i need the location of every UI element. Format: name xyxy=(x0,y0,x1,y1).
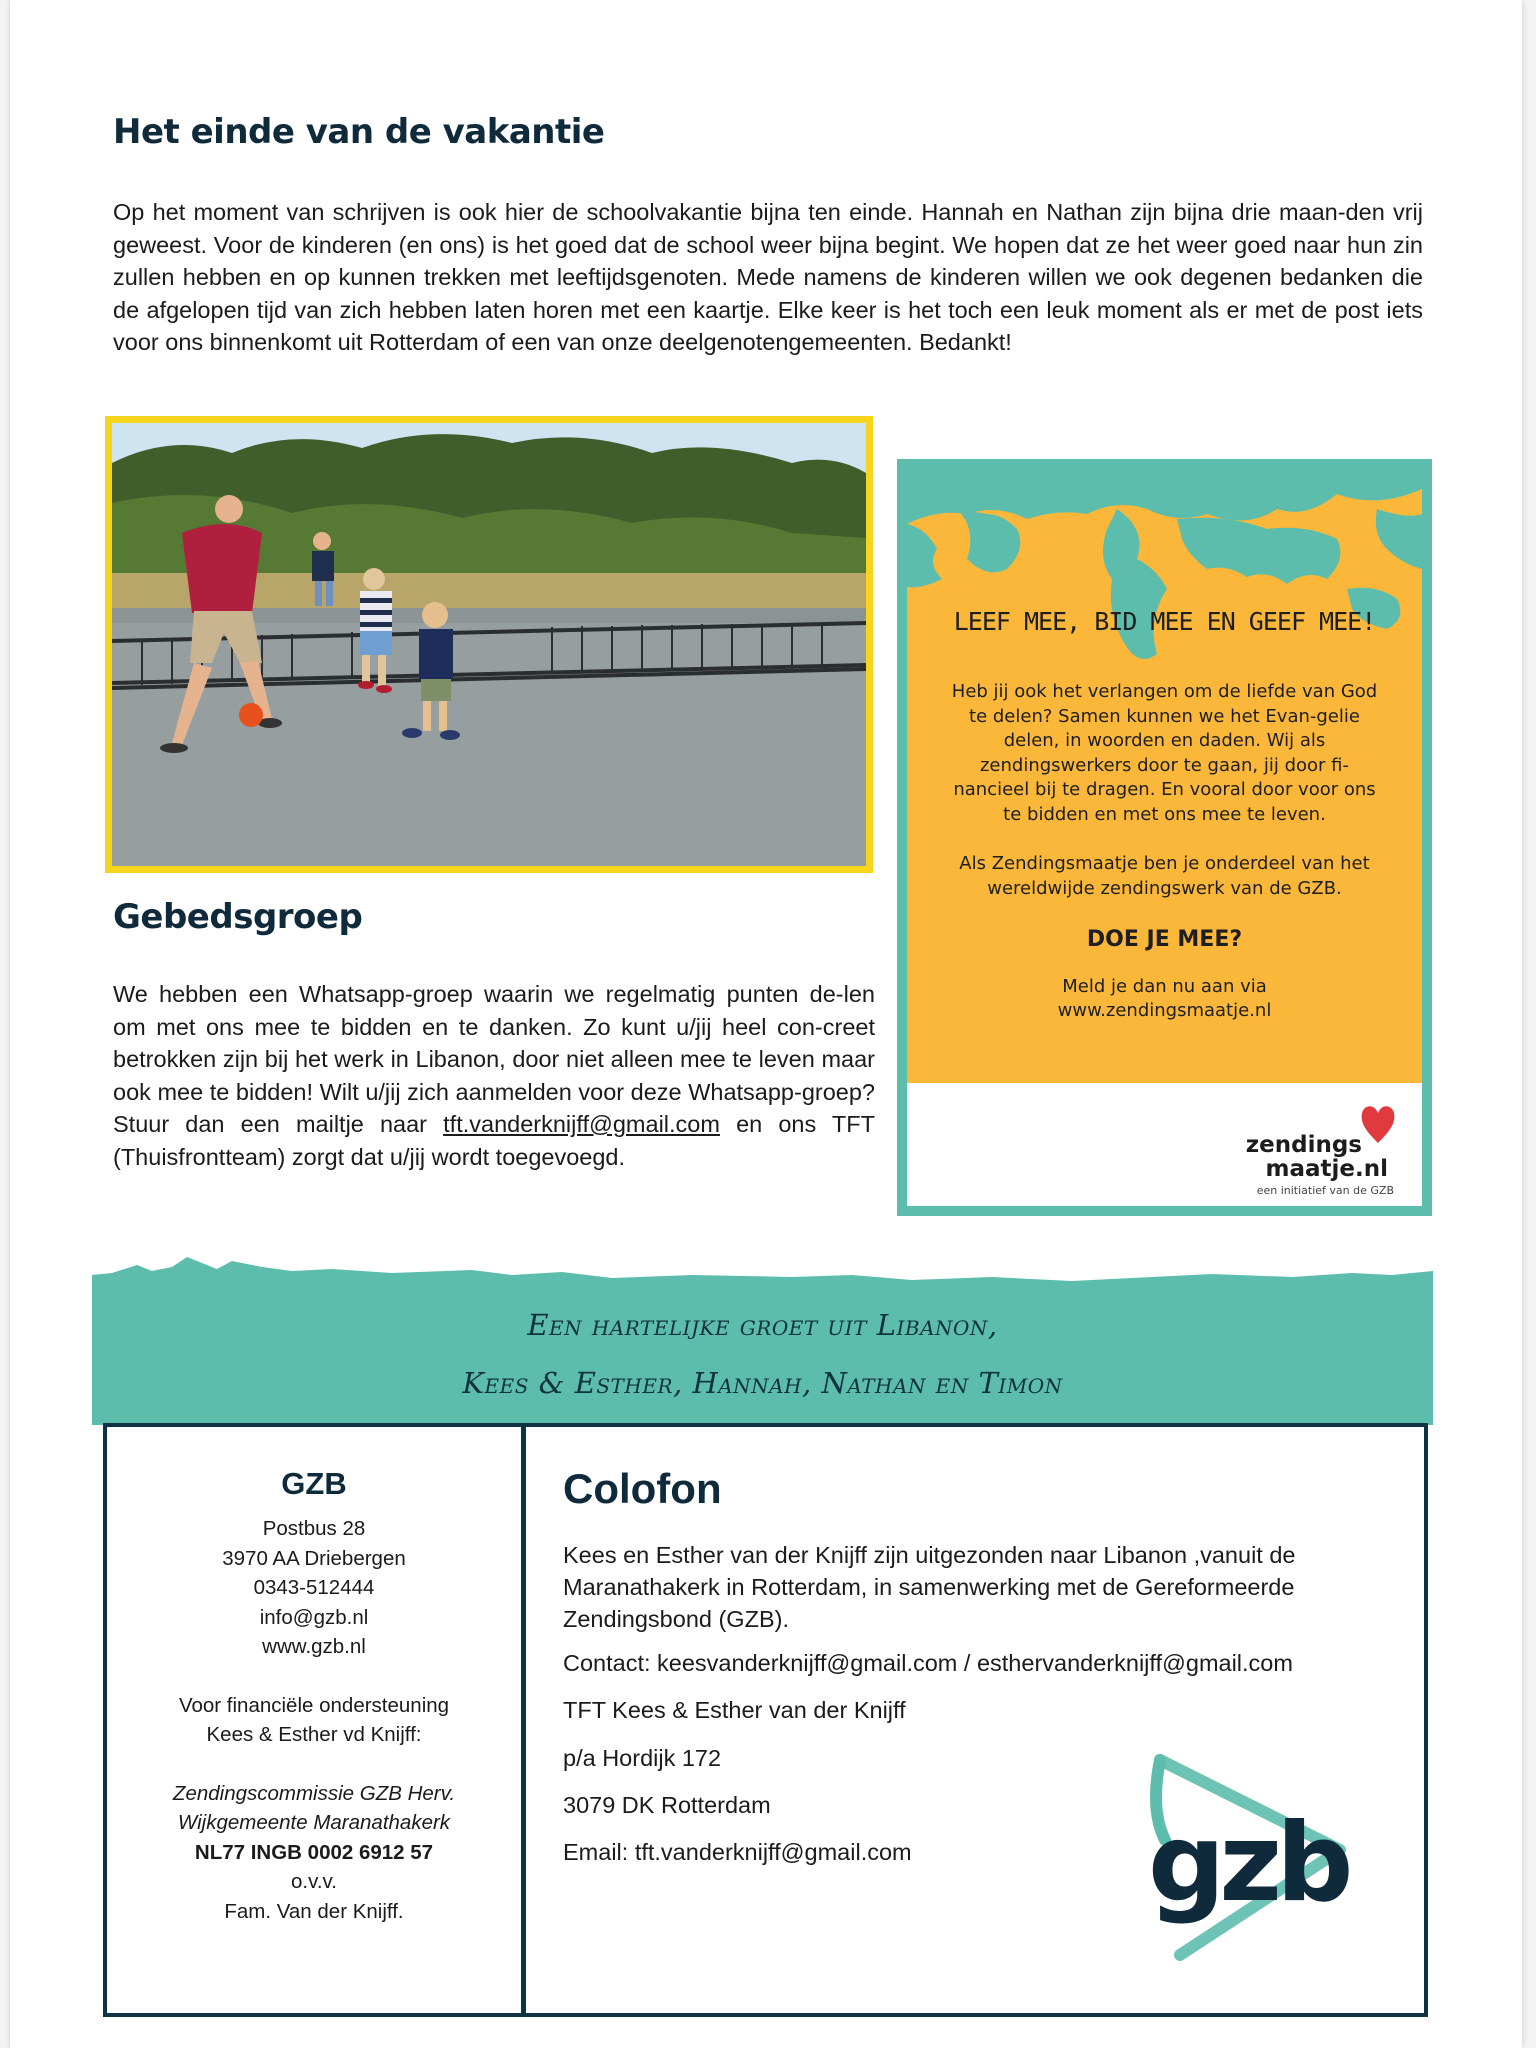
colofon-city: 3079 DK Rotterdam xyxy=(563,1792,771,1818)
colofon-pa: p/a Hordijk 172 xyxy=(563,1745,722,1771)
ad-body-2: Als Zendingsmaatje ben je onderdeel van het wereldwijde zendingswerk van de GZB. xyxy=(959,853,1370,899)
account-holder-2: Wijkgemeente Maranathakerk xyxy=(177,1811,451,1834)
colofon-email: Email: tft.vanderknijff@gmail.com xyxy=(563,1839,912,1865)
gzb-website[interactable]: www.gzb.nl xyxy=(262,1635,366,1658)
zendingsmaatje-logo-line2: maatje.nl xyxy=(1265,1156,1388,1182)
gzb-heading: GZB xyxy=(281,1466,347,1501)
tft-email-link[interactable]: tft.vanderknijff@gmail.com xyxy=(443,1111,720,1137)
gzb-logo xyxy=(1140,1750,1380,1970)
colofon-tft: TFT Kees & Esther van der Knijff xyxy=(563,1697,906,1723)
ovv-name: Fam. Van der Knijff. xyxy=(224,1899,404,1923)
support-line-2: Kees & Esther vd Knijff: xyxy=(206,1723,422,1746)
heart-icon xyxy=(1358,1099,1398,1147)
ad-body-1: Heb jij ook het verlangen om de liefde van God te delen? Samen kunnen we het Evan-gelie delen, in woorden en daden. Wij als zendingswerkers door te gaan, jij door fi-nancieel bij te dragen. En vooral door voor ons te bidden en met ons mee te leven. xyxy=(951,681,1378,825)
ad-panel xyxy=(907,469,1422,1206)
ad-title: LEEF MEE, BID MEE EN GEEF MEE! xyxy=(953,607,1376,636)
account-holder-1: Zendingscommissie GZB Herv. xyxy=(172,1781,456,1805)
intro-paragraph: Op het moment van schrijven is ook hier de schoolvakantie bijna ten einde. Hannah en Nathan zijn bijna drie maan-den vrij geweest. Voor de kinderen (en ons) is het goed dat de school weer bijna begint. We hopen dat ze het weer goed naar hun zin zullen hebben en op kunnen trekken met leeftijdsgenoten. Mede namens de kinderen willen we ook degenen bedanken die de afgelopen tijd van zich hebben laten horen met een kaartje. Elke keer is het toch een leuk moment als er met de post iets voor ons binnenkomt uit Rotterdam of een van onze deelgenotengemeenten. Bedankt! xyxy=(113,199,1423,355)
prayer-text-before: We hebben een Whatsapp-groep waarin we regelmatig punten de-len om met ons mee te bidden en te danken. Zo kunt u/jij heel con-creet betrokken zijn bij het werk in Libanon, door niet alleen mee te leven maar ook mee te bidden! Wilt u/jij zich aanmelden voor deze Whatsapp-groep? Stuur dan een mailtje naar xyxy=(113,981,875,1137)
section-title-gebedsgroep: Gebedsgroep xyxy=(113,897,363,937)
prayer-paragraph xyxy=(113,978,875,1173)
ad-cta-heading: DOE JE MEE? xyxy=(1086,927,1243,952)
prayer-text-after: en ons TFT (Thuisfrontteam) zorgt dat u/jij wordt toegevoegd. xyxy=(113,1111,875,1170)
ad-logo-area xyxy=(907,1083,1422,1206)
greeting-line-1: Een hartelijke groet uit Libanon, xyxy=(527,1308,998,1342)
gzb-phone: 0343-512444 xyxy=(253,1576,375,1599)
colofon-contact: Contact: keesvanderknijff@gmail.com / esthervanderknijff@gmail.com xyxy=(563,1650,1293,1676)
ad-signup-text xyxy=(907,975,1422,1023)
gzb-address-2: 3970 AA Driebergen xyxy=(222,1546,406,1570)
colofon-text: Kees en Esther van der Knijff zijn uitgezonden naar Libanon ,vanuit de Maranathakerk in Rotterdam, in samenwerking met de Gereformeerde Zendingsbond (GZB). xyxy=(563,1542,1296,1632)
info-box-divider xyxy=(521,1423,526,2017)
support-line-1: Voor financiële ondersteuning xyxy=(178,1693,450,1717)
gzb-email[interactable]: info@gzb.nl xyxy=(259,1605,369,1629)
greeting-line-2: Kees & Esther, Hannah, Nathan en Timon xyxy=(462,1366,1063,1400)
gzb-contact-column xyxy=(107,1464,521,1926)
photo-frame xyxy=(105,416,873,873)
ad-signup-line1: Meld je dan nu aan via xyxy=(1062,976,1267,997)
family-photo xyxy=(112,423,866,866)
iban-number: NL77 INGB 0002 6912 57 xyxy=(194,1840,434,1864)
ad-signup-url[interactable]: www.zendingsmaatje.nl xyxy=(1057,1000,1272,1021)
gzb-logo-text: gzb xyxy=(1148,1801,1348,1926)
colofon-heading: Colofon xyxy=(563,1465,722,1512)
zendingsmaatje-logo-sub: een initiatief van de GZB xyxy=(1256,1184,1394,1197)
zendingsmaatje-ad xyxy=(897,459,1432,1216)
gzb-address-1: Postbus 28 xyxy=(262,1517,366,1540)
section-title-vakantie: Het einde van de vakantie xyxy=(113,112,605,152)
ovv-line: o.v.v. xyxy=(291,1870,337,1893)
world-map-graphic xyxy=(907,469,1422,689)
zendingsmaatje-logo-line1: zendings xyxy=(1245,1132,1362,1158)
